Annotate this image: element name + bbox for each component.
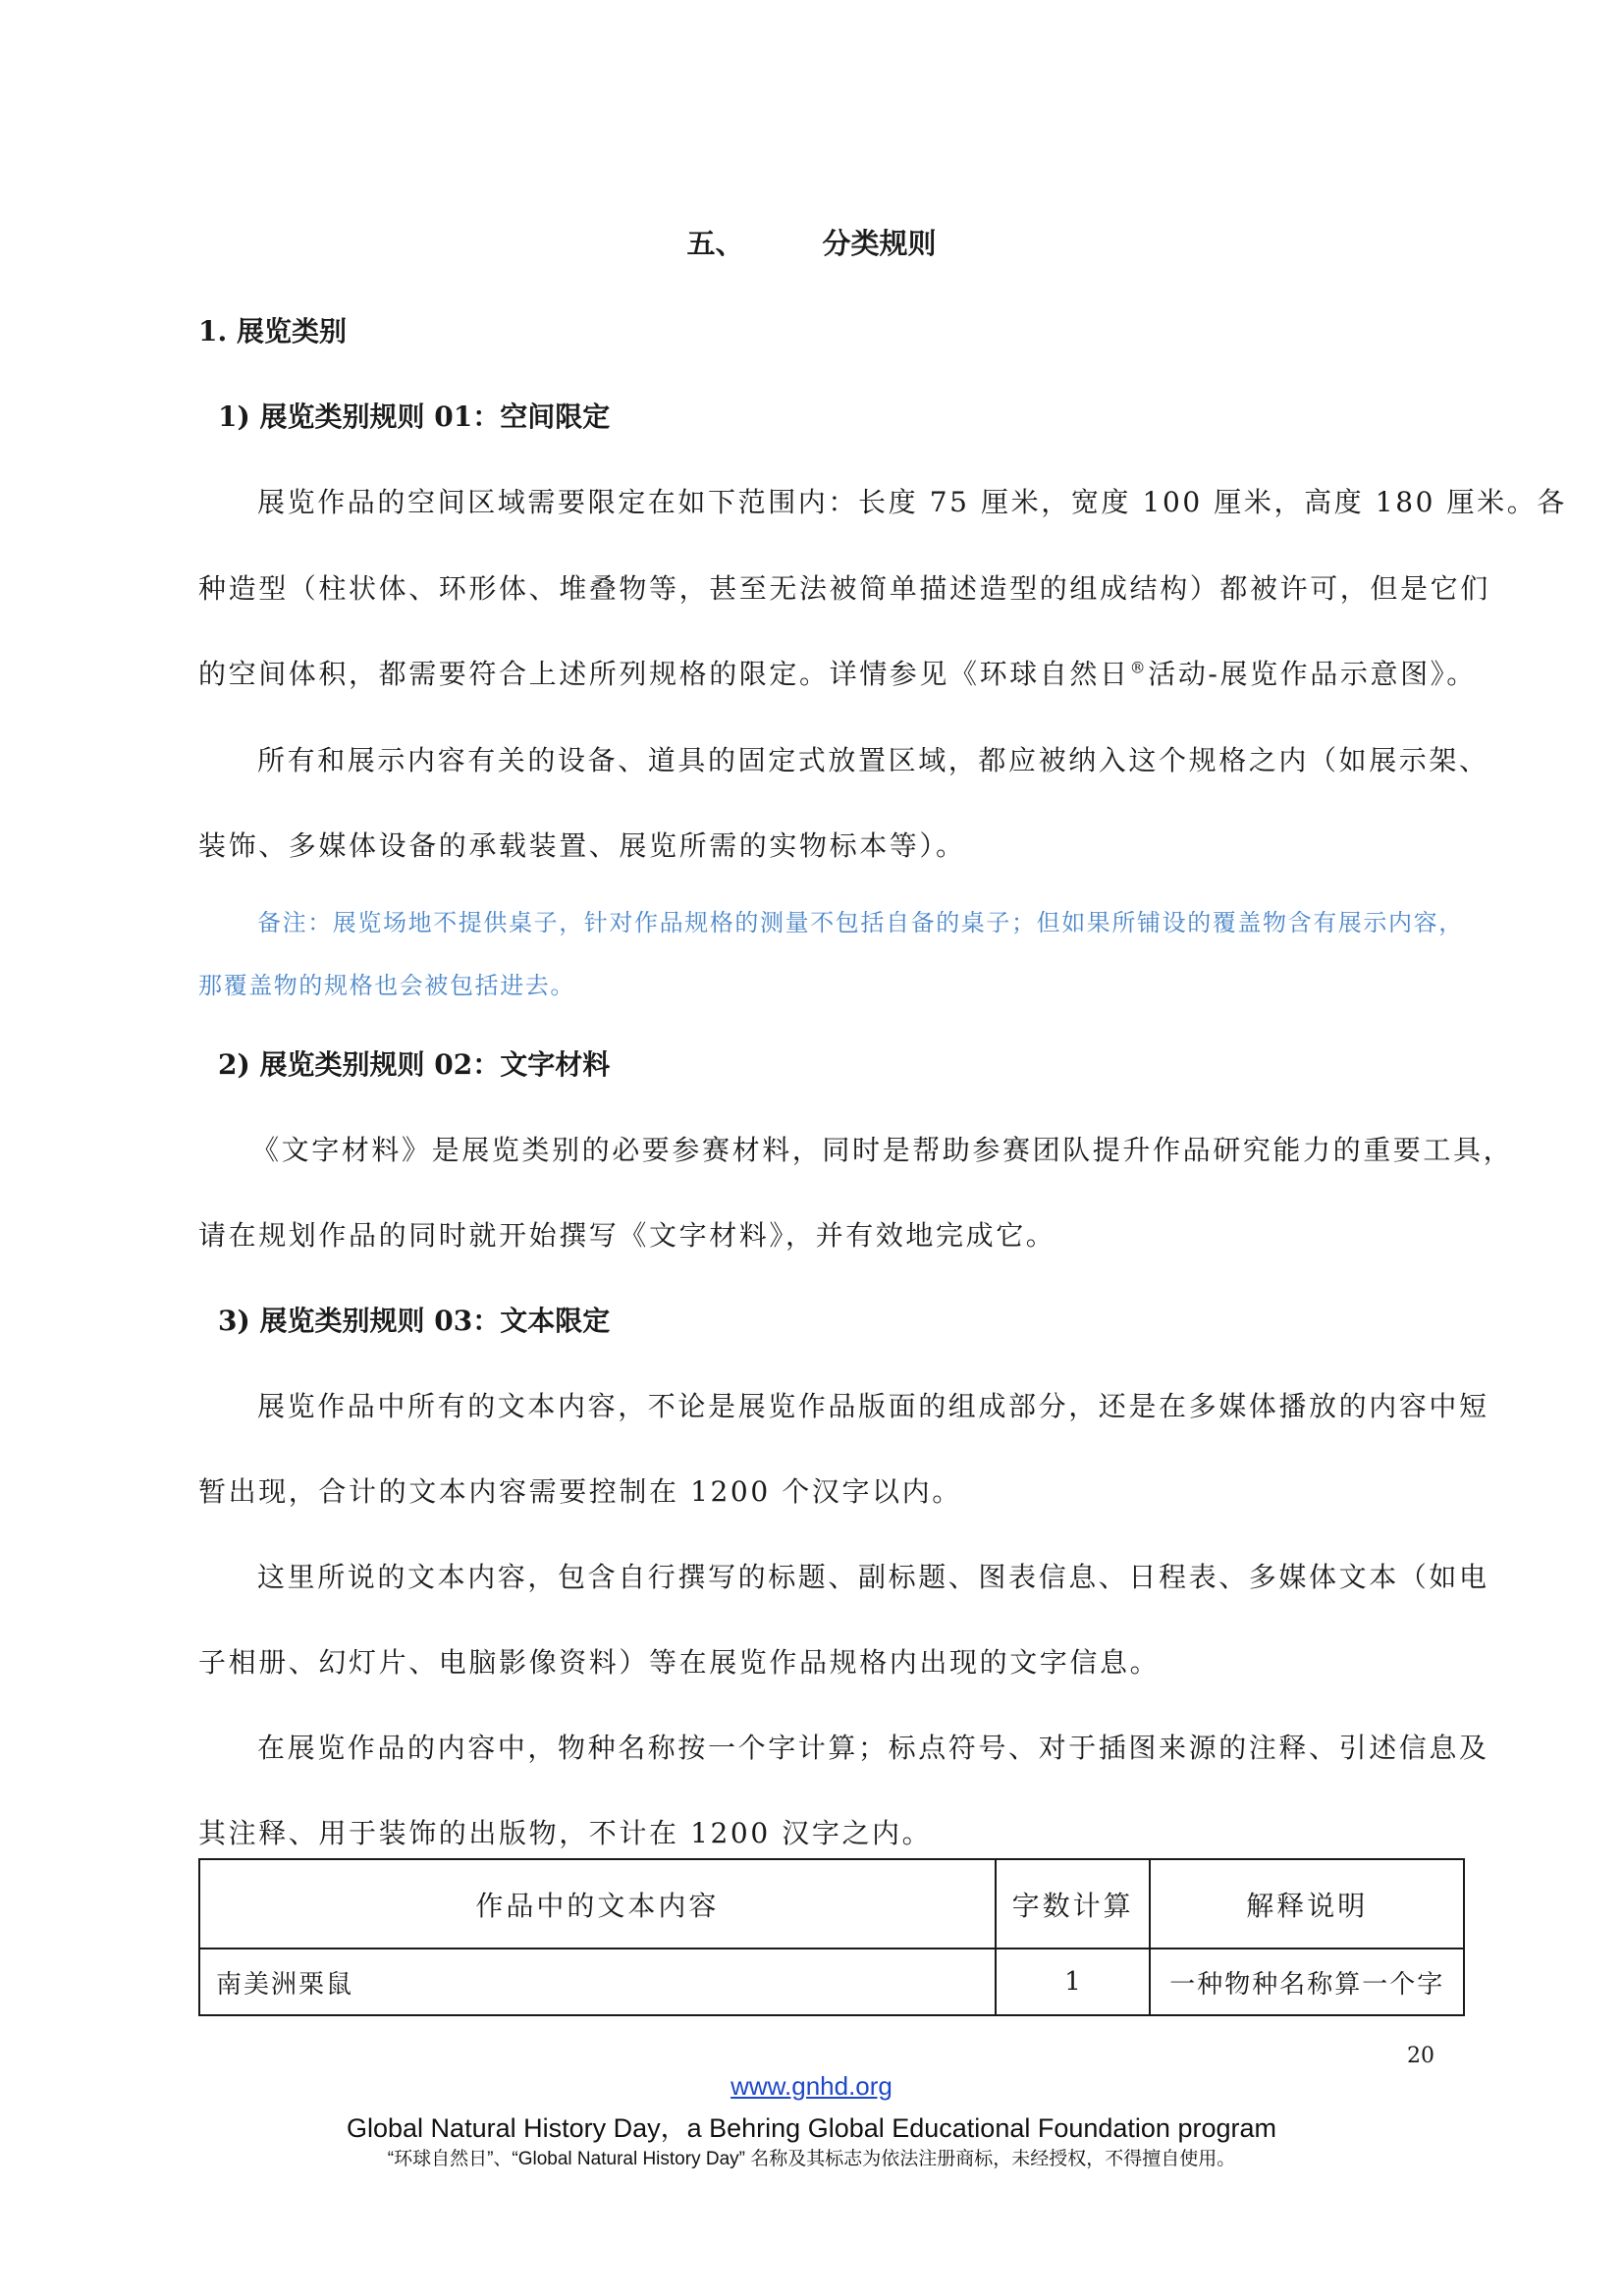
paragraph-line: 种造型（柱状体、环形体、堆叠物等，甚至无法被简单描述造型的组成结构）都被许可，但是它们 — [198, 572, 1490, 605]
page-number: 20 — [1407, 2044, 1434, 2068]
chapter-number: 五、 — [686, 227, 744, 260]
table-header-row — [199, 1859, 1464, 1949]
paragraph-line: 这里所说的文本内容，包含自行撰写的标题、副标题、图表信息、日程表、多媒体文本（如电 — [257, 1561, 1489, 1593]
paragraph-line: 请在规划作品的同时就开始撰写《文字材料》，并有效地完成它。 — [198, 1219, 1056, 1252]
paragraph-text: 活动-展览作品示意图》。 — [1148, 658, 1477, 690]
section-heading: 1. 展览类别 — [198, 315, 347, 347]
registered-mark: ® — [1129, 658, 1149, 677]
table-cell: 一种物种名称算一个字 — [1150, 1949, 1464, 2015]
rule1-heading: 1) 展览类别规则 01：空间限定 — [218, 400, 611, 433]
paragraph-line: 在展览作品的内容中，物种名称按一个字计算；标点符号、对于插图来源的注释、引述信息及 — [257, 1732, 1489, 1764]
paragraph-line: 《文字材料》是展览类别的必要参赛材料，同时是帮助参赛团队提升作品研究能力的重要工具， — [251, 1134, 1514, 1166]
paragraph-line: 装饰、多媒体设备的承载装置、展览所需的实物标本等）。 — [198, 829, 966, 862]
paragraph-line: 子相册、幻灯片、电脑影像资料）等在展览作品规格内出现的文字信息。 — [198, 1646, 1161, 1679]
chapter-title: 分类规则 — [822, 227, 937, 260]
paragraph-line: 其注释、用于装饰的出版物，不计在 1200 汉字之内。 — [198, 1817, 933, 1849]
paragraph-line: 展览作品中所有的文本内容，不论是展览作品版面的组成部分，还是在多媒体播放的内容中短 — [257, 1390, 1489, 1422]
rule3-heading: 3) 展览类别规则 03：文本限定 — [218, 1305, 611, 1337]
paragraph-text: 的空间体积，都需要符合上述所列规格的限定。详情参见《环球自然日 — [198, 658, 1130, 690]
note-line: 那覆盖物的规格也会被包括进去。 — [198, 972, 575, 999]
paragraph-line: 暂出现，合计的文本内容需要控制在 1200 个汉字以内。 — [198, 1475, 962, 1508]
table-cell: 1 — [996, 1949, 1151, 2015]
table-header-cell: 解释说明 — [1150, 1859, 1464, 1949]
paragraph-line: 展览作品的空间区域需要限定在如下范围内：长度 75 厘米，宽度 100 厘米，高度 180 厘米。各 — [257, 486, 1567, 518]
paragraph-line: 所有和展示内容有关的设备、道具的固定式放置区域，都应被纳入这个规格之内（如展示架、 — [257, 744, 1489, 776]
chapter-heading — [0, 222, 1623, 262]
footer-program-line: Global Natural History Day，a Behring Global Educational Foundation program — [347, 2113, 1276, 2143]
table-row — [199, 1949, 1464, 2015]
footer-url-link[interactable]: www.gnhd.org — [730, 2071, 893, 2101]
text-count-table — [198, 1858, 1465, 2016]
table-cell: 南美洲栗鼠 — [199, 1949, 996, 2015]
footer-trademark-line: “环球自然日”、“Global Natural History Day” 名称及其标志为依法注册商标，未经授权，不得擅自使用。 — [387, 2149, 1236, 2169]
paragraph-line — [198, 653, 1477, 692]
table-header-cell: 字数计算 — [996, 1859, 1151, 1949]
rule2-heading: 2) 展览类别规则 02：文字材料 — [218, 1048, 611, 1081]
table-header-cell: 作品中的文本内容 — [199, 1859, 996, 1949]
note-line: 备注：展览场地不提供桌子，针对作品规格的测量不包括自备的桌子；但如果所铺设的覆盖物含有展示内容， — [257, 909, 1464, 936]
